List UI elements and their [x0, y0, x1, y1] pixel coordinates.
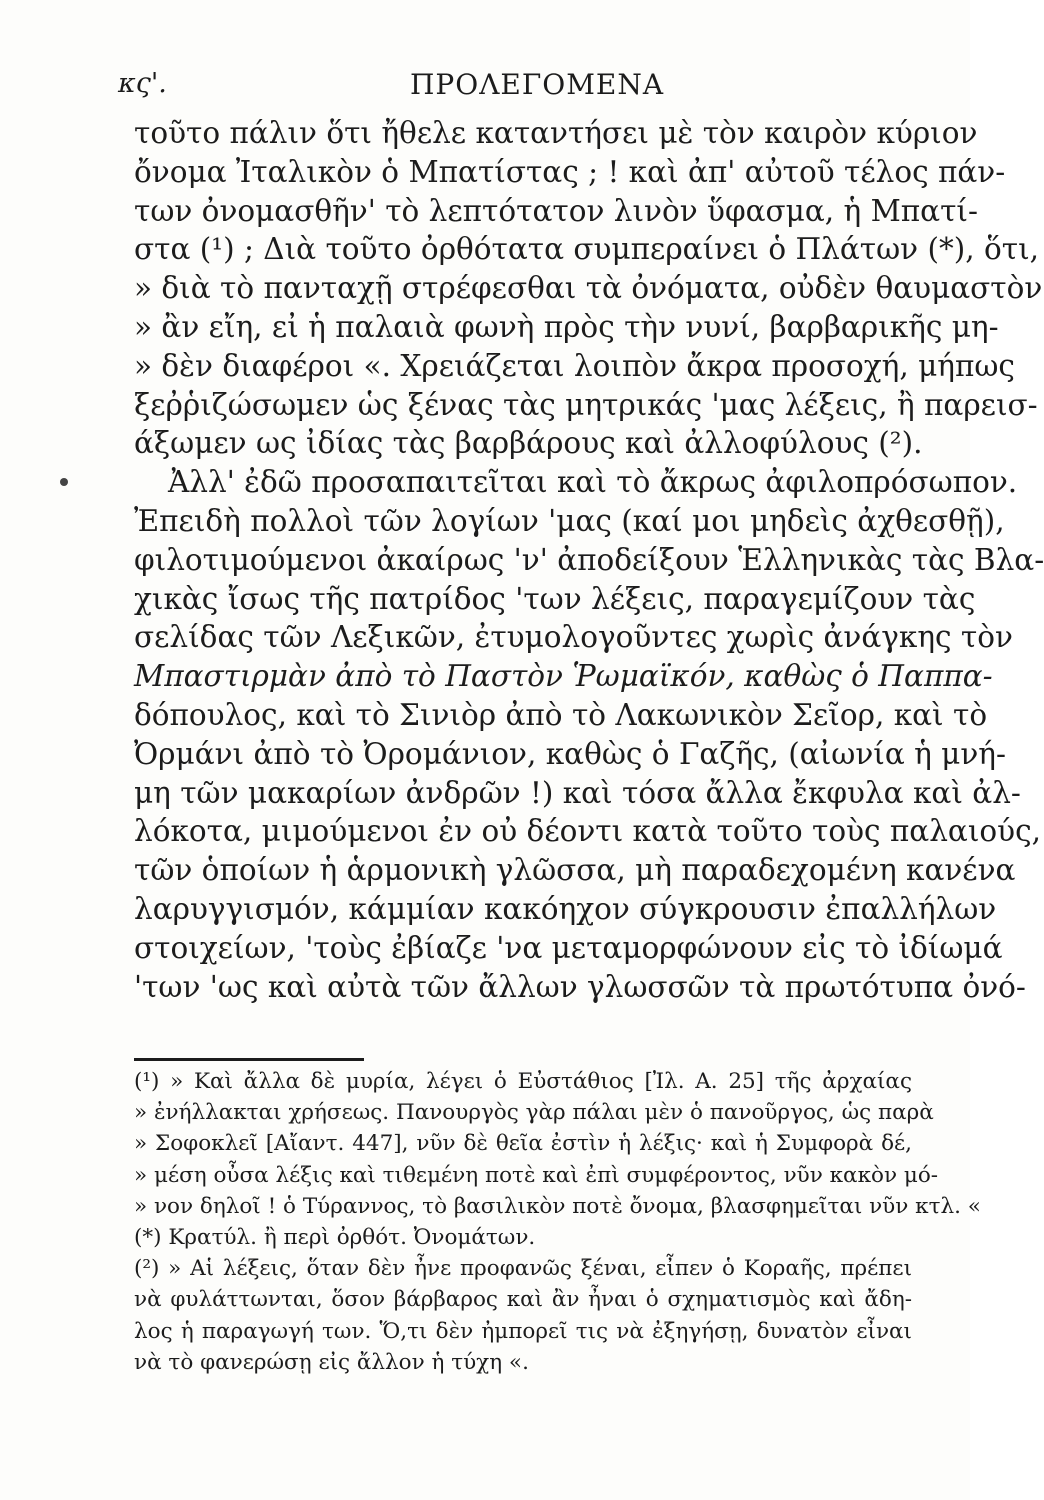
text-line: τῶν ὁποίων ἡ ἁρμονικὴ γλῶσσα, μὴ παραδεχομένη κανένα: [134, 853, 1016, 888]
footnote-divider: [134, 1058, 364, 1061]
text-line: στα (¹) ; Διὰ τοῦτο ὀρθότατα συμπεραίνει ὁ Πλάτων (*), ὅτι,: [134, 232, 1040, 267]
footnotes-block: [134, 1066, 981, 1378]
text-line: » ἂν εἴη, εἰ ἡ παλαιὰ φωνὴ πρὸς τὴν νυνί, βαρβαρικῆς μη-: [134, 309, 999, 344]
running-title: ΠΡΟΛΕΓΟΜΕΝΑ: [410, 68, 665, 101]
text-line: μη τῶν μακαρίων ἀνδρῶν !) καὶ τόσα ἄλλα ἔκφυλα καὶ ἀλ-: [134, 775, 1021, 810]
text-line: σελίδας τῶν Λεξικῶν, ἐτυμολογοῦντες χωρὶς ἀνάγκης τὸν: [134, 620, 1013, 655]
footnote-line: νὰ φυλάττωνται, ὅσον βάρβαρος καὶ ἂν ἦναι ὁ σχηματισμὸς καὶ ἄδη-: [134, 1287, 912, 1313]
footnote-line: » νον δηλοῖ ! ὁ Τύραννος, τὸ βασιλικὸν ποτὲ ὄνομα, βλασφημεῖται νῦν κτλ. «: [134, 1193, 981, 1219]
footnote-line: (²) » Αἱ λέξεις, ὅταν δὲν ἦνε προφανῶς ξέναι, εἶπεν ὁ Κοραῆς, πρέπει: [134, 1256, 912, 1282]
text-line: άξωμεν ως ἰδίας τὰς βαρβάρους καὶ ἀλλοφύλους (²).: [134, 426, 923, 461]
text-line: Ἐπειδὴ πολλοὶ τῶν λογίων 'μας (καί μοι μηδεὶς ἀχθεσθῇ),: [134, 503, 1005, 538]
text-line: στοιχείων, 'τοὺς ἐβίαζε 'να μεταμορφώνουν εἰς τὸ ἰδίωμά: [134, 930, 1003, 965]
footnote-line: (¹) » Καὶ ἄλλα δὲ μυρία, λέγει ὁ Εὐστάθιος [Ἰλ. Α. 25] τῆς ἀρχαίας: [134, 1069, 912, 1094]
text-line: 'των 'ως καὶ αὐτὰ τῶν ἄλλων γλωσσῶν τὰ πρωτότυπα ὀνό-: [134, 969, 1026, 1004]
text-line: ξεῤῥιζώσωμεν ὡς ξένας τὰς μητρικάς 'μας λέξεις, ἢ παρεισ-: [134, 387, 1038, 422]
footnote-line: » Σοφοκλεῖ [Αἴαντ. 447], νῦν δὲ θεῖα ἐστὶν ἡ λέξις· καὶ ἡ Συμφορὰ δέ,: [134, 1131, 912, 1157]
text-line: » δὲν διαφέροι «. Χρειάζεται λοιπὸν ἄκρα προσοχή, μήπως: [134, 348, 1015, 383]
text-line: Ἀλλ' ἐδῶ προσαπαιτεῖται καὶ τὸ ἄκρως ἀφιλοπρόσωπον.: [168, 465, 1018, 500]
text-line: λόκοτα, μιμούμενοι ἐν οὐ δέοντι κατὰ τοῦτο τοὺς παλαιούς,: [134, 814, 1042, 849]
page-number: κς'.: [118, 68, 167, 99]
margin-dot: [60, 478, 68, 486]
text-line: δόπουλος, καὶ τὸ Σινιὸρ ἀπὸ τὸ Λακωνικὸν Σεῖορ, καὶ τὸ: [134, 697, 988, 732]
text-line: Μπαστιρμὰν ἀπὸ τὸ Παστὸν Ῥωμαϊκόν, καθὼς ὁ Παππα-: [134, 659, 993, 694]
text-line: ὄνομα Ἰταλικὸν ὁ Μπατίστας ; ! καὶ ἀπ' αὐτοῦ τέλος πάν-: [134, 154, 1006, 189]
footnote-line: λος ἡ παραγωγή των. Ὅ,τι δὲν ἠμπορεῖ τις νὰ ἐξηγήσῃ, δυνατὸν εἶναι: [134, 1318, 912, 1344]
footnote-line: » ἐνήλλακται χρήσεως. Πανουργὸς γὰρ πάλαι μὲν ὁ πανοῦργος, ὡς παρὰ: [134, 1100, 934, 1126]
footnote-line: » μέση οὖσα λέξις καὶ τιθεμένη ποτὲ καὶ ἐπὶ συμφέροντος, νῦν κακὸν μό-: [134, 1162, 939, 1188]
text-line: φιλοτιμούμενοι ἀκαίρως 'ν' ἀποδείξουν Ἑλληνικὰς τὰς Βλα-: [134, 542, 1044, 577]
text-line: χικὰς ἴσως τῆς πατρίδος 'των λέξεις, παραγεμίζουν τὰς: [134, 581, 976, 616]
text-line: τοῦτο πάλιν ὅτι ἤθελε καταντήσει μὲ τὸν καιρὸν κύριον: [134, 116, 978, 150]
text-line: Ὀρμάνι ἀπὸ τὸ Ὀρομάνιον, καθὼς ὁ Γαζῆς, (αἰωνία ἡ μνή-: [134, 736, 1006, 771]
text-line: » διὰ τὸ πανταχῇ στρέφεσθαι τὰ ὀνόματα, οὐδὲν θαυμαστὸν: [134, 271, 1043, 306]
text-line: λαρυγγισμόν, κάμμίαν κακόηχον σύγκρουσιν ἐπαλλήλων: [134, 891, 997, 926]
text-line: των ὀνομασθῆν' τὸ λεπτότατον λινὸν ὕφασμα, ἡ Μπατί-: [134, 193, 978, 228]
page-header: [0, 66, 970, 106]
footnote-line: (*) Κρατύλ. ἢ περὶ ὀρθότ. Ὀνομάτων.: [134, 1224, 536, 1250]
main-text-block: [134, 114, 1044, 1006]
footnote-line: νὰ τὸ φανερώσῃ εἰς ἄλλον ἡ τύχη «.: [134, 1349, 529, 1375]
